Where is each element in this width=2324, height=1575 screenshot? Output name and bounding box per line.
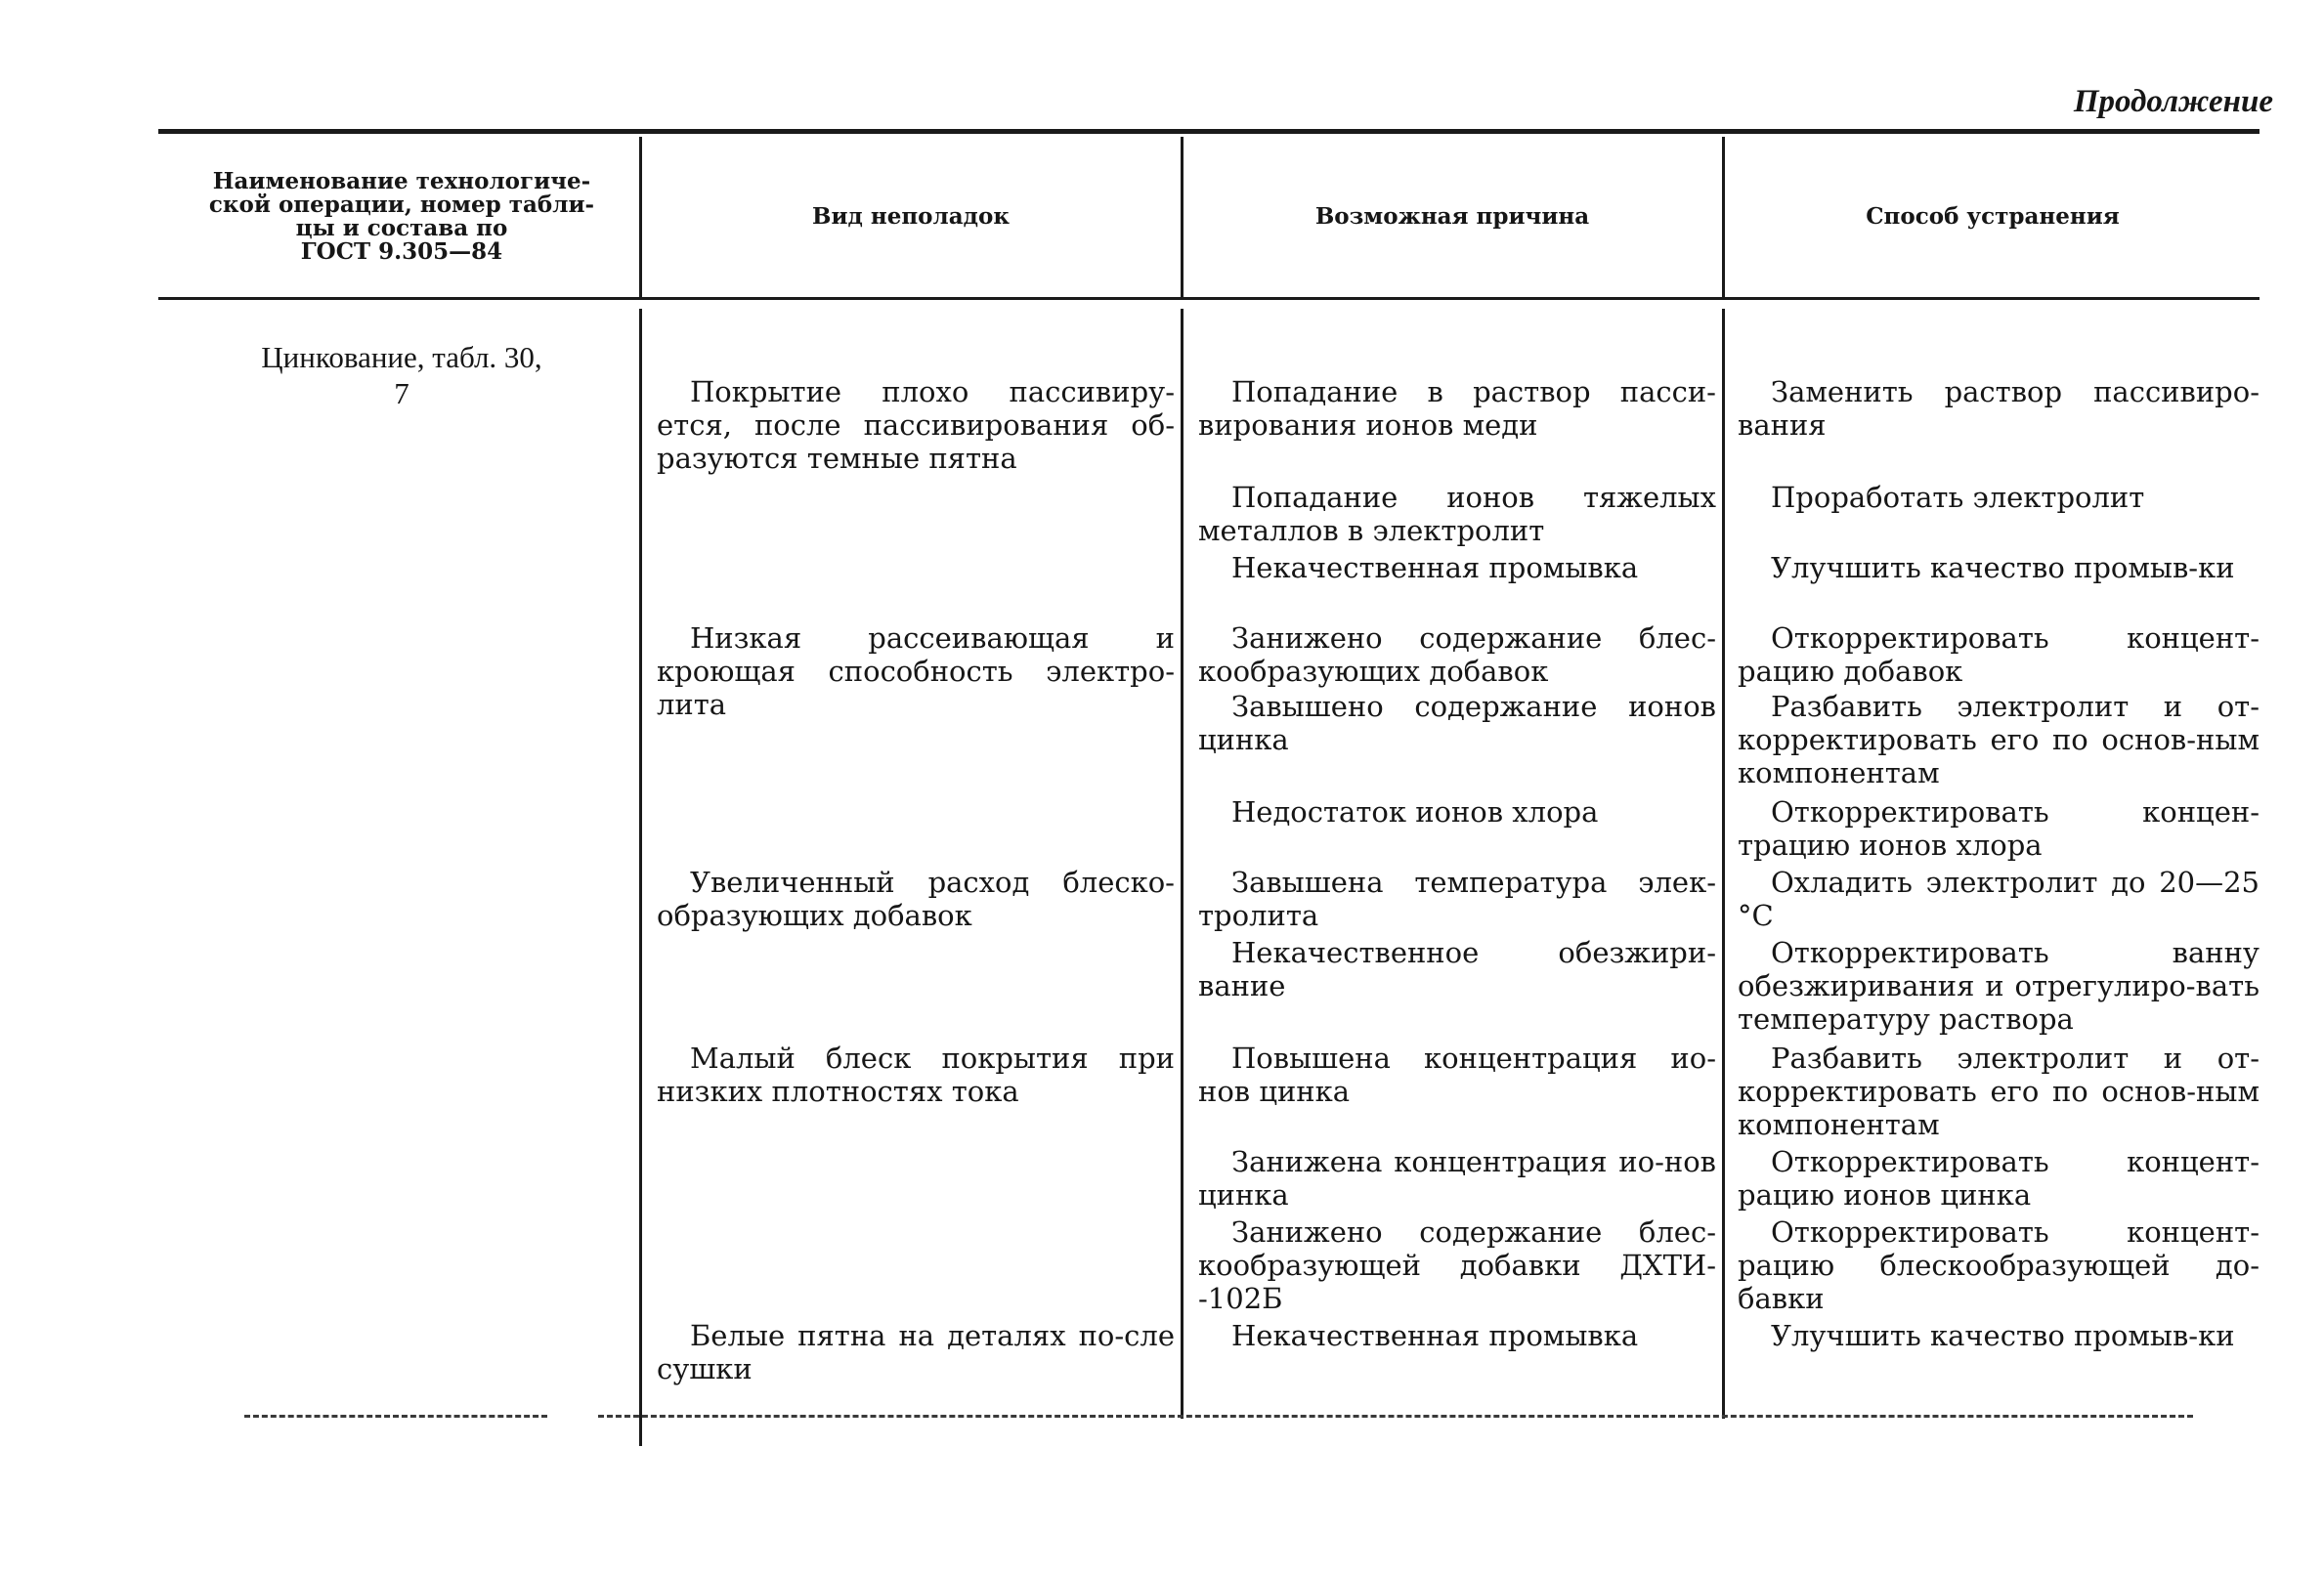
table-top-rule [158, 129, 2259, 134]
remedy-3: Улучшить качество промыв-ки [1771, 551, 2235, 584]
cause-7: Завышена температура элек-тролита [1198, 866, 1716, 933]
bottom-rule-1 [244, 1415, 547, 1418]
cause-5: Завышено содержание ионов цинка [1198, 690, 1716, 757]
remedy-7: Охладить электролит до 20—25 °С [1738, 866, 2259, 933]
col-divider-1-header [639, 137, 642, 299]
defect-1: Покрытие плохо пассивиру-ется, после пассивирования об-разуются темные пятна [657, 375, 1175, 476]
remedy-10: Откорректировать концент-рацию ионов цинка [1738, 1145, 2259, 1213]
defect-2: Низкая рассеивающая и кроющая способность электро-лита [657, 621, 1175, 722]
remedy-6: Откорректировать концен-трацию ионов хлора [1738, 795, 2259, 863]
header-cause: Возможная причина [1314, 202, 1590, 230]
remedy-8: Откорректировать ванну обезжиривания и отрегулиро-вать температуру раствора [1738, 936, 2259, 1037]
bottom-rule-2 [598, 1415, 2193, 1418]
cause-11: Занижено содержание блес-кообразующей добавки ДХТИ--102Б [1198, 1215, 1716, 1316]
cause-12: Некачественная промывка [1231, 1319, 1639, 1352]
cause-9: Повышена концентрация ио-нов цинка [1198, 1042, 1716, 1109]
col-divider-1 [639, 309, 642, 1446]
cause-10: Занижена концентрация ио-нов цинка [1198, 1145, 1716, 1213]
col-divider-3 [1722, 309, 1725, 1419]
remedy-9: Разбавить электролит и от-корректировать его по основ-ным компонентам [1738, 1042, 2259, 1142]
header-bottom-rule [158, 297, 2259, 300]
continuation-label: Продолжение [2073, 84, 2273, 119]
col-divider-2 [1181, 309, 1184, 1419]
defect-5: Белые пятна на деталях по-сле сушки [657, 1319, 1175, 1386]
operation-name: Цинкование, табл. 30, 7 [261, 340, 542, 410]
header-defect: Вид неполадок [812, 202, 1010, 230]
header-remedy: Способ устранения [1866, 202, 2120, 230]
remedy-2: Проработать электролит [1771, 481, 2145, 514]
col-divider-2-header [1181, 137, 1184, 299]
cause-6: Недостаток ионов хлора [1231, 795, 1599, 829]
remedy-4: Откорректировать концент-рацию добавок [1738, 621, 2259, 689]
remedy-11: Откорректировать концент-рацию блескообразующей до-бавки [1738, 1215, 2259, 1316]
header-operation: Наименование технологиче- ской операции, номер табли- цы и состава по ГОСТ 9.305—84 [208, 167, 595, 266]
cause-2: Попадание ионов тяжелых металлов в электролит [1198, 481, 1716, 548]
remedy-5: Разбавить электролит и от-корректировать его по основ-ным компонентам [1738, 690, 2259, 790]
cause-4: Занижено содержание блес-кообразующих добавок [1198, 621, 1716, 689]
cause-1: Попадание в раствор пасси-вирования ионов меди [1198, 375, 1716, 443]
remedy-12: Улучшить качество промыв-ки [1771, 1319, 2235, 1352]
cause-3: Некачественная промывка [1231, 551, 1639, 584]
cause-8: Некачественное обезжири-вание [1198, 936, 1716, 1003]
defect-3: Увеличенный расход блеско-образующих добавок [657, 866, 1175, 933]
remedy-1: Заменить раствор пассивиро-вания [1738, 375, 2259, 443]
col-divider-3-header [1722, 137, 1725, 299]
defect-4: Малый блеск покрытия при низких плотностях тока [657, 1042, 1175, 1109]
